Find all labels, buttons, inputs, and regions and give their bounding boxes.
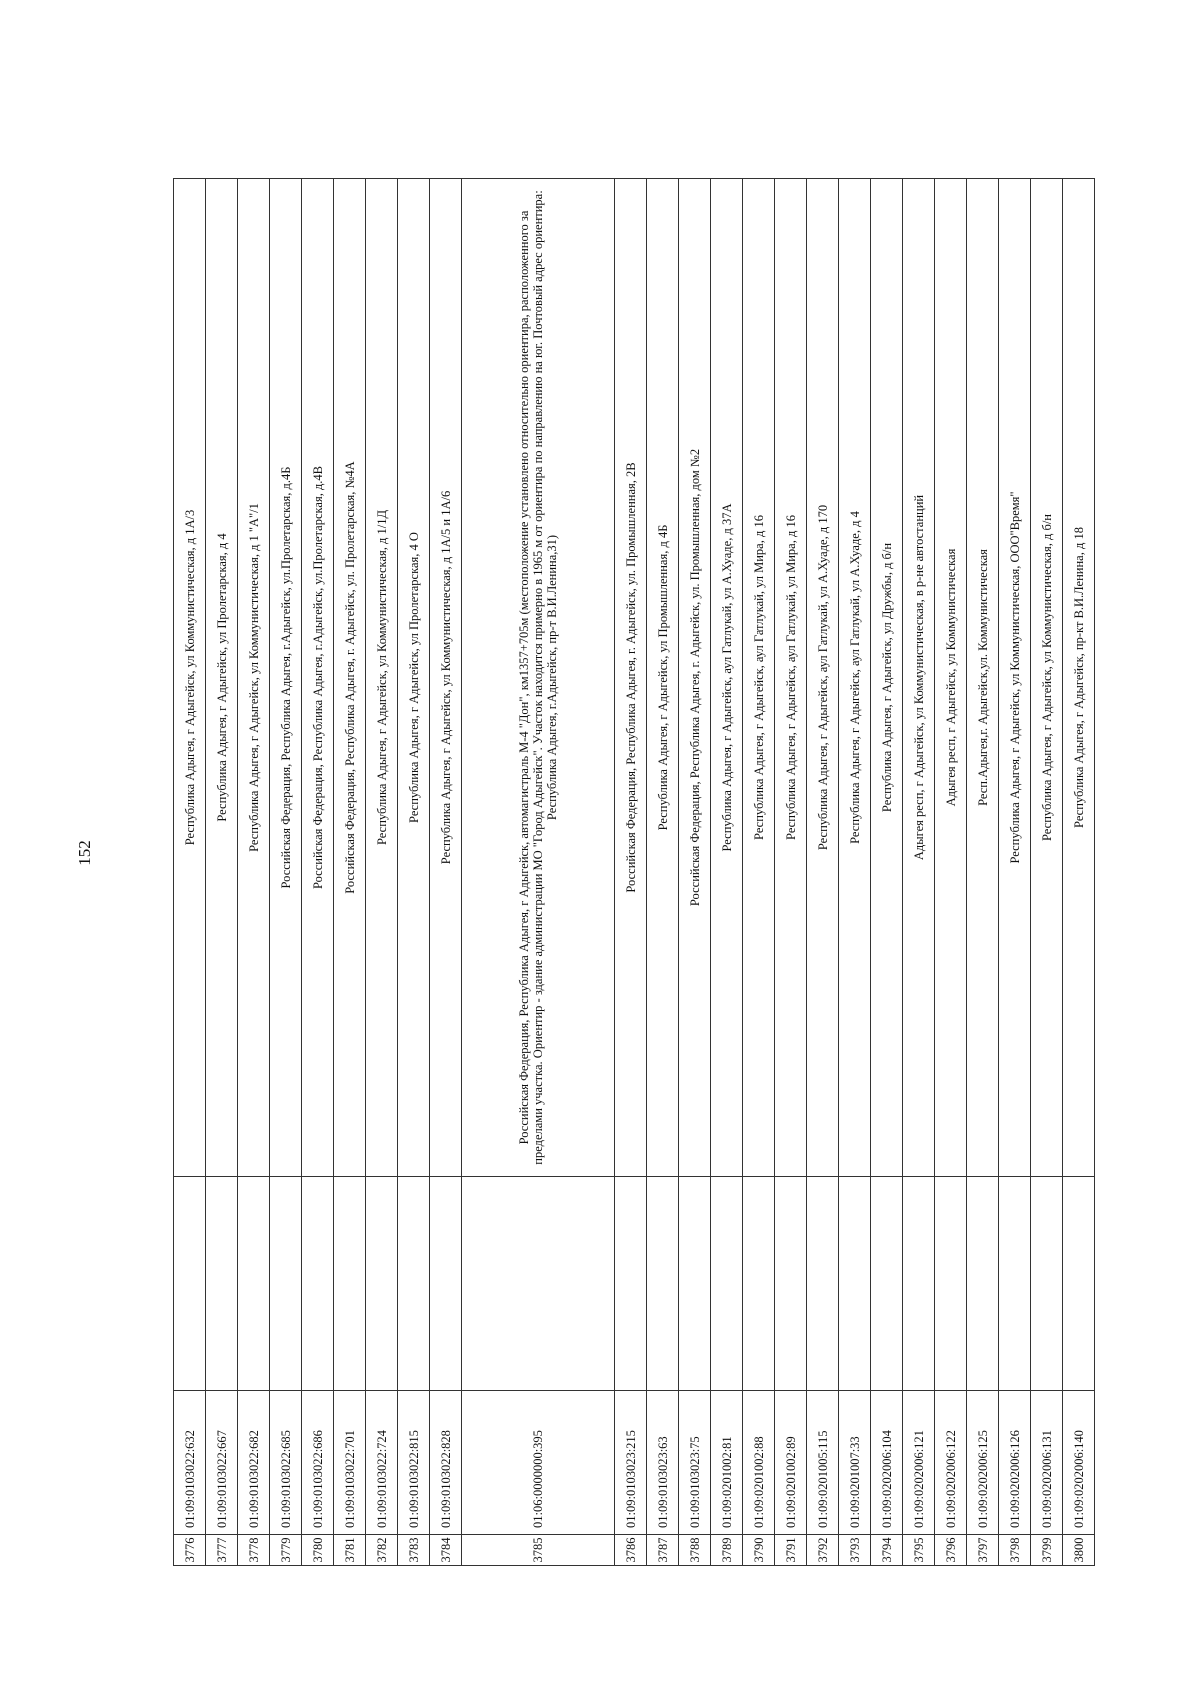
address-cell: Республика Адыгея, г Адыгейск, ул Коммунистическая, д 1А/5 и 1А/6: [430, 179, 462, 1177]
table-row: [679, 179, 711, 1566]
row-number: 3786: [615, 1535, 647, 1566]
row-number: 3798: [999, 1535, 1031, 1566]
cadastral-number: 01:09:0202006:131: [1031, 1391, 1063, 1535]
address-cell: Республика Адыгея, г Адыгейск, ул Коммунистическая, д 1А/3: [174, 179, 206, 1177]
table-body: [174, 179, 1095, 1566]
address-cell: Республика Адыгея, г Адыгейск, ул Дружбы, д б/н: [871, 179, 903, 1177]
cadastral-number: 01:09:0202006:122: [935, 1391, 967, 1535]
table-row: [398, 179, 430, 1566]
empty-cell: [967, 1177, 999, 1391]
empty-cell: [1031, 1177, 1063, 1391]
address-cell: Республика Адыгея, г Адыгейск, пр-кт В.И.Ленина, д 18: [1063, 179, 1095, 1177]
empty-cell: [903, 1177, 935, 1391]
row-number: 3778: [238, 1535, 270, 1566]
cadastral-number: 01:09:0202006:121: [903, 1391, 935, 1535]
empty-cell: [430, 1177, 462, 1391]
address-cell: Адыгея респ, г Адыгейск, ул Коммунистическая, в р-не автостанций: [903, 179, 935, 1177]
empty-cell: [615, 1177, 647, 1391]
address-cell: Республика Адыгея, г Адыгейск, аул Гатлукай, ул Мира, д 16: [775, 179, 807, 1177]
empty-cell: [647, 1177, 679, 1391]
address-cell: Республика Адыгея, г Адыгейск, аул Гатлукай, ул А.Хуаде, д 4: [839, 179, 871, 1177]
empty-cell: [206, 1177, 238, 1391]
address-cell: Республика Адыгея, г Адыгейск, аул Гатлукай, ул Мира, д 16: [743, 179, 775, 1177]
address-cell: Российская Федерация, Республика Адыгея, г Адыгейск, автомагистраль М-4 "Дон", км1357+705м (местоположение установлено относительно ориентира, расположенного за пределами участка. Ориентир - здание администрации МО "Город Адыгейск". Участок находится примерно в 1965 м от ориентира по направлению на юг. Почтовый адрес ориентира: Республика Адыгея, г.Адыгейск, пр-т В.И.Ленина,31): [462, 179, 615, 1177]
row-number: 3799: [1031, 1535, 1063, 1566]
table-row: [743, 179, 775, 1566]
address-cell: Республика Адыгея, г Адыгейск, ул Коммунистическая, д 1/1Д: [366, 179, 398, 1177]
cadastral-number: 01:09:0202006:104: [871, 1391, 903, 1535]
address-cell: Адыгея респ, г Адыгейск, ул Коммунистическая: [935, 179, 967, 1177]
row-number: 3789: [711, 1535, 743, 1566]
empty-cell: [999, 1177, 1031, 1391]
row-number: 3791: [775, 1535, 807, 1566]
row-number: 3782: [366, 1535, 398, 1566]
cadastral-number: 01:09:0103022:815: [398, 1391, 430, 1535]
page-number: 152: [75, 840, 94, 866]
table-row: [462, 179, 615, 1566]
table-row: [1063, 179, 1095, 1566]
empty-cell: [807, 1177, 839, 1391]
row-number: 3792: [807, 1535, 839, 1566]
table-row: [871, 179, 903, 1566]
address-cell: Республика Адыгея, г Адыгейск, ул Коммунистическая, д 1 "А"/1: [238, 179, 270, 1177]
cadastral-number: 01:09:0103022:685: [270, 1391, 302, 1535]
row-number: 3794: [871, 1535, 903, 1566]
table-row: [711, 179, 743, 1566]
cadastral-number: 01:09:0103023:75: [679, 1391, 711, 1535]
cadastral-number: 01:09:0202006:125: [967, 1391, 999, 1535]
address-cell: Республика Адыгея, г Адыгейск, аул Гатлукай, ул А.Хуаде, д 170: [807, 179, 839, 1177]
cadastral-number: 01:09:0202006:140: [1063, 1391, 1095, 1535]
row-number: 3800: [1063, 1535, 1095, 1566]
empty-cell: [775, 1177, 807, 1391]
empty-cell: [302, 1177, 334, 1391]
table-row: [270, 179, 302, 1566]
empty-cell: [711, 1177, 743, 1391]
cadastral-number: 01:09:0103023:215: [615, 1391, 647, 1535]
empty-cell: [270, 1177, 302, 1391]
address-cell: Российская Федерация, Республика Адыгея, г.Адыгейск, ул.Пролетарская, д.4В: [302, 179, 334, 1177]
address-cell: Республика Адыгея, г Адыгейск, ул Пролетарская, 4 О: [398, 179, 430, 1177]
table-row: [903, 179, 935, 1566]
table-row: [334, 179, 366, 1566]
table-row: [430, 179, 462, 1566]
table-row: [615, 179, 647, 1566]
rotated-table-container: [173, 178, 1086, 1566]
table-row: [999, 179, 1031, 1566]
table-row: [174, 179, 206, 1566]
empty-cell: [398, 1177, 430, 1391]
empty-cell: [366, 1177, 398, 1391]
empty-cell: [839, 1177, 871, 1391]
table-row: [935, 179, 967, 1566]
row-number: 3788: [679, 1535, 711, 1566]
address-cell: Республика Адыгея, г Адыгейск, ул Коммунистическая, ООО"Время": [999, 179, 1031, 1177]
empty-cell: [871, 1177, 903, 1391]
table-row: [302, 179, 334, 1566]
cadastral-number: 01:09:0201002:89: [775, 1391, 807, 1535]
empty-cell: [174, 1177, 206, 1391]
address-cell: Российская Федерация, Республика Адыгея, г. Адыгейск, ул. Промышленная, дом №2: [679, 179, 711, 1177]
address-cell: Российская Федерация, Республика Адыгея, г. Адыгейск, ул. Пролетарская, №4А: [334, 179, 366, 1177]
cadastral-number: 01:09:0103022:701: [334, 1391, 366, 1535]
table-row: [366, 179, 398, 1566]
address-cell: Республика Адыгея, г Адыгейск, ул Промышленная, д 4Б: [647, 179, 679, 1177]
row-number: 3777: [206, 1535, 238, 1566]
row-number: 3780: [302, 1535, 334, 1566]
row-number: 3776: [174, 1535, 206, 1566]
table-row: [839, 179, 871, 1566]
property-table: [173, 178, 1095, 1566]
empty-cell: [238, 1177, 270, 1391]
empty-cell: [743, 1177, 775, 1391]
empty-cell: [935, 1177, 967, 1391]
table-row: [807, 179, 839, 1566]
address-cell: Республика Адыгея, г Адыгейск, ул Коммунистическая, д б/н: [1031, 179, 1063, 1177]
address-cell: Республика Адыгея, г Адыгейск, аул Гатлукай, ул А.Хуаде, д 37А: [711, 179, 743, 1177]
row-number: 3787: [647, 1535, 679, 1566]
address-cell: Республика Адыгея, г Адыгейск, ул Пролетарская, д 4: [206, 179, 238, 1177]
row-number: 3781: [334, 1535, 366, 1566]
cadastral-number: 01:09:0201002:81: [711, 1391, 743, 1535]
cadastral-number: 01:09:0202006:126: [999, 1391, 1031, 1535]
table-row: [967, 179, 999, 1566]
cadastral-number: 01:09:0103022:632: [174, 1391, 206, 1535]
address-cell: Респ.Адыгея,г. Адыгейск,ул. Коммунистическая: [967, 179, 999, 1177]
table-row: [775, 179, 807, 1566]
address-cell: Российская Федерация, Республика Адыгея, г.Адыгейск, ул.Пролетарская, д.4Б: [270, 179, 302, 1177]
empty-cell: [1063, 1177, 1095, 1391]
cadastral-number: 01:09:0201005:115: [807, 1391, 839, 1535]
cadastral-number: 01:09:0201007:33: [839, 1391, 871, 1535]
empty-cell: [462, 1177, 615, 1391]
row-number: 3796: [935, 1535, 967, 1566]
row-number: 3784: [430, 1535, 462, 1566]
row-number: 3797: [967, 1535, 999, 1566]
table-row: [206, 179, 238, 1566]
row-number: 3779: [270, 1535, 302, 1566]
cadastral-number: 01:09:0103022:686: [302, 1391, 334, 1535]
cadastral-number: 01:09:0103022:828: [430, 1391, 462, 1535]
cadastral-number: 01:09:0103022:667: [206, 1391, 238, 1535]
empty-cell: [334, 1177, 366, 1391]
row-number: 3793: [839, 1535, 871, 1566]
cadastral-number: 01:09:0103023:63: [647, 1391, 679, 1535]
cadastral-number: 01:06:0000000:395: [462, 1391, 615, 1535]
empty-cell: [679, 1177, 711, 1391]
cadastral-number: 01:09:0103022:682: [238, 1391, 270, 1535]
row-number: 3785: [462, 1535, 615, 1566]
row-number: 3783: [398, 1535, 430, 1566]
table-row: [647, 179, 679, 1566]
address-cell: Российская Федерация, Республика Адыгея, г. Адыгейск, ул. Промышленная, 2В: [615, 179, 647, 1177]
row-number: 3795: [903, 1535, 935, 1566]
cadastral-number: 01:09:0201002:88: [743, 1391, 775, 1535]
table-row: [238, 179, 270, 1566]
cadastral-number: 01:09:0103022:724: [366, 1391, 398, 1535]
row-number: 3790: [743, 1535, 775, 1566]
table-row: [1031, 179, 1063, 1566]
